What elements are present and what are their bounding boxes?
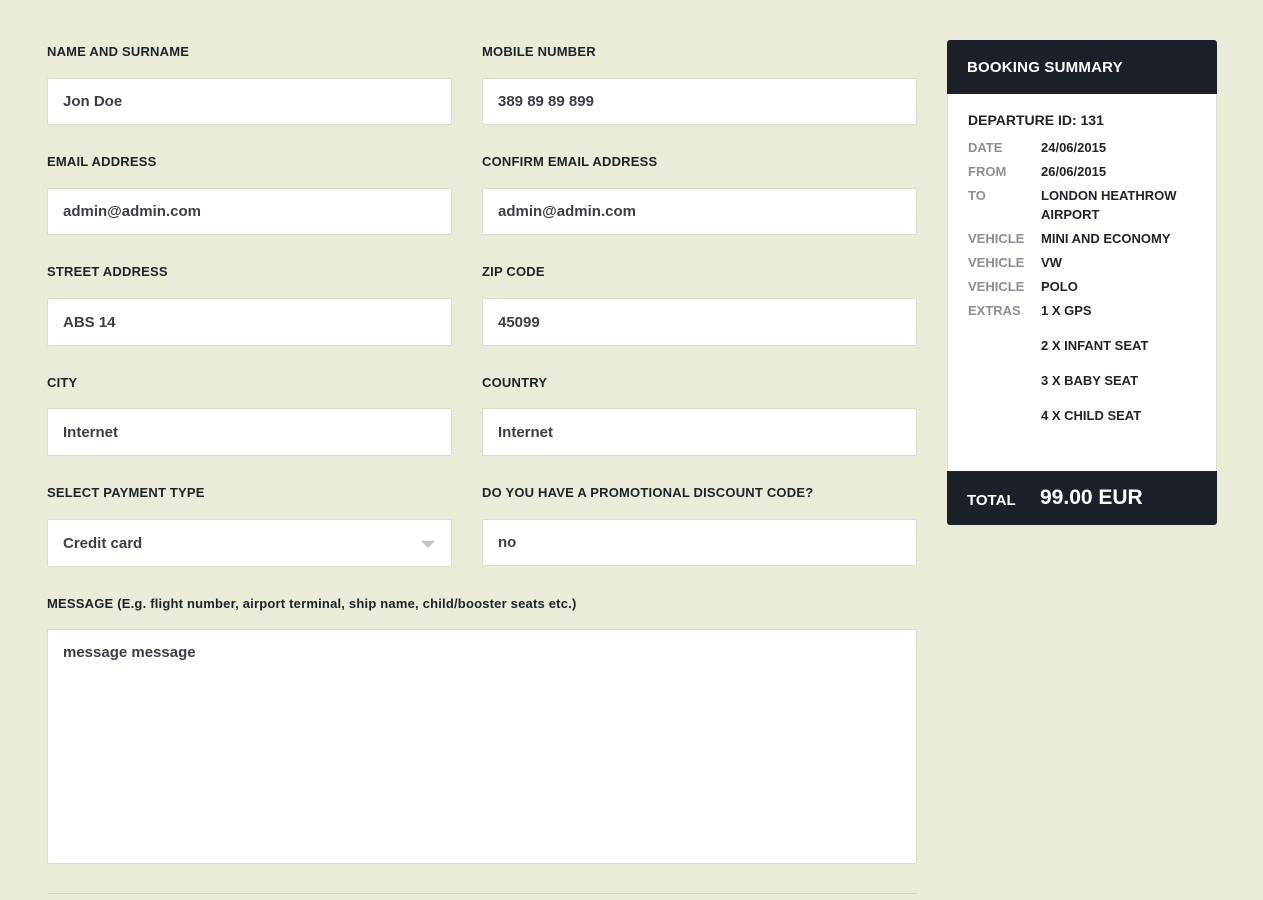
departure-id: DEPARTURE ID: 131 <box>968 112 1104 128</box>
summary-row <box>968 301 1196 320</box>
email-field <box>47 154 452 220</box>
extras-item: 3 X BABY SEAT <box>1041 373 1139 388</box>
message-label: MESSAGE (E.g. flight number, airport terminal, ship name, child/booster seats etc.) <box>47 596 577 611</box>
summary-row-key: VEHICLE <box>968 255 1025 270</box>
summary-row-value: VW <box>1041 255 1062 270</box>
country-label: COUNTRY <box>482 375 548 390</box>
form-divider <box>47 893 917 894</box>
summary-row-value: POLO <box>1041 279 1078 294</box>
street-input[interactable]: ABS 14 <box>47 298 452 346</box>
name-input[interactable]: Jon Doe <box>47 78 452 125</box>
city-field <box>47 375 452 441</box>
email-label: EMAIL ADDRESS <box>47 154 157 169</box>
message-textarea[interactable]: message message <box>47 629 917 864</box>
zip-label: ZIP CODE <box>482 264 545 279</box>
country-input[interactable]: Internet <box>482 408 917 456</box>
message-field <box>47 596 917 661</box>
promo-input[interactable]: no <box>482 519 917 566</box>
mobile-label: MOBILE NUMBER <box>482 44 596 59</box>
payment-label: SELECT PAYMENT TYPE <box>47 485 205 500</box>
confirm-email-field <box>482 154 917 220</box>
summary-row <box>968 229 1196 248</box>
confirm-email-label: CONFIRM EMAIL ADDRESS <box>482 154 658 169</box>
mobile-field <box>482 44 917 110</box>
booking-summary <box>947 40 1217 525</box>
zip-input[interactable]: 45099 <box>482 298 917 346</box>
name-field <box>47 44 452 110</box>
summary-row-key: FROM <box>968 164 1007 179</box>
promo-label: DO YOU HAVE A PROMOTIONAL DISCOUNT CODE? <box>482 485 814 500</box>
email-input[interactable]: admin@admin.com <box>47 188 452 235</box>
summary-row-key: VEHICLE <box>968 279 1025 294</box>
summary-total <box>947 471 1217 525</box>
summary-row-key: EXTRAS <box>968 303 1021 318</box>
confirm-email-input[interactable]: admin@admin.com <box>482 188 917 235</box>
summary-row <box>968 277 1196 296</box>
street-field <box>47 264 452 331</box>
summary-row-value: 24/06/2015 <box>1041 140 1107 155</box>
country-field <box>482 375 917 441</box>
city-label: CITY <box>47 375 78 390</box>
payment-select-value: Credit card <box>63 534 143 552</box>
summary-row-value: 1 X GPS <box>1041 303 1092 318</box>
summary-row <box>968 186 1196 224</box>
payment-field <box>47 485 452 552</box>
extras-list <box>1041 336 1196 425</box>
summary-row-value: LONDON HEATHROW AIRPORT <box>1041 188 1177 222</box>
summary-row <box>968 162 1196 181</box>
chevron-down-icon <box>421 541 435 548</box>
city-input[interactable]: Internet <box>47 408 452 456</box>
summary-title: BOOKING SUMMARY <box>947 40 1217 94</box>
total-label: TOTAL <box>967 491 1016 509</box>
mobile-input[interactable]: 389 89 89 899 <box>482 78 917 125</box>
summary-row-value: 26/06/2015 <box>1041 164 1107 179</box>
summary-row <box>968 138 1196 157</box>
zip-field <box>482 264 917 331</box>
promo-field <box>482 485 917 551</box>
name-label: NAME AND SURNAME <box>47 44 190 59</box>
extras-item: 4 X CHILD SEAT <box>1041 408 1142 423</box>
total-value: 99.00 EUR <box>1040 486 1143 509</box>
payment-select[interactable] <box>47 519 452 567</box>
summary-row-key: TO <box>968 188 986 203</box>
summary-row-key: DATE <box>968 140 1003 155</box>
summary-row-value: MINI AND ECONOMY <box>1041 231 1171 246</box>
summary-row <box>968 253 1196 272</box>
extras-item: 2 X INFANT SEAT <box>1041 338 1149 353</box>
street-label: STREET ADDRESS <box>47 264 168 279</box>
summary-body <box>947 94 1217 471</box>
summary-row-key: VEHICLE <box>968 231 1025 246</box>
